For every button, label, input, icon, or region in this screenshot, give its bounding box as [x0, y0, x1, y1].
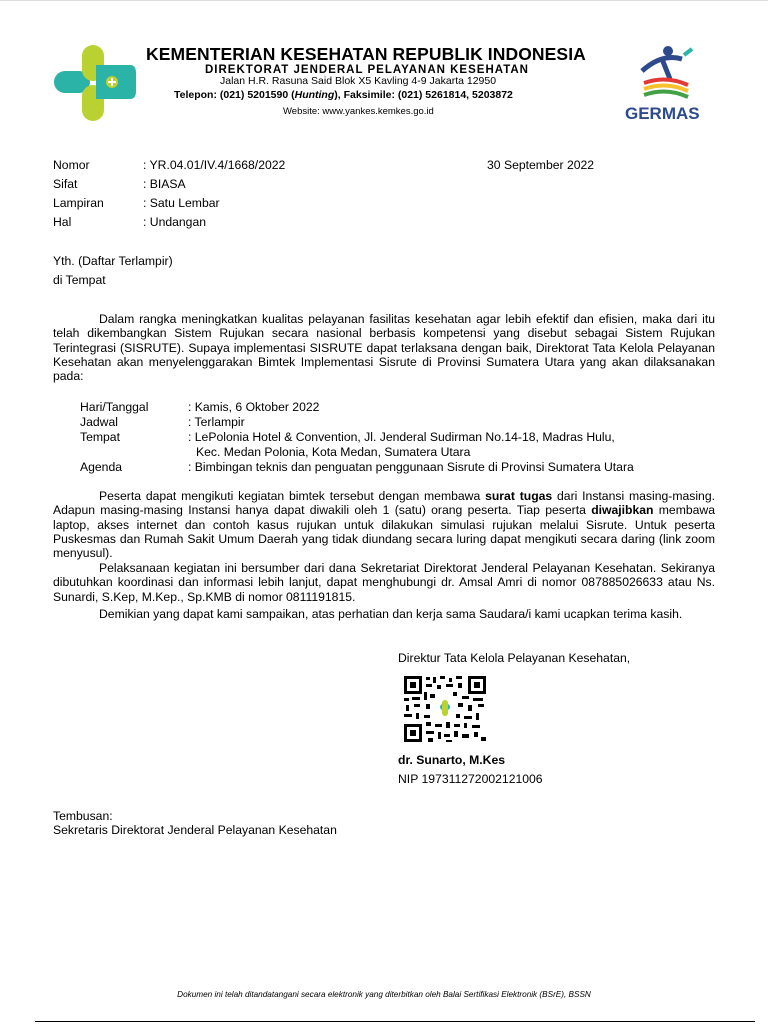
jadwal-label: Jadwal [80, 415, 118, 429]
tembusan-label: Tembusan: [53, 809, 113, 823]
paragraph-4-text: Demikian yang dapat kami sampaikan, atas perhatian dan kerja sama Saudara/i kami ucapkan terima kasih. [99, 607, 683, 621]
jadwal-value: : Terlampir [188, 415, 245, 429]
lampiran-label: Lampiran [53, 196, 104, 210]
paragraph-2-part-e: membawa laptop, akses internet dan contoh kasus rujukan untuk dilakukan simulasi rujukan melalui Sisrute. Untuk peserta Puskesmas dan Rumah Sakit Umum Daerah yang tidak diundang secara luring dapat mengikuti secara daring (link zoom menyusul). [53, 503, 716, 561]
germas-logo-icon [622, 45, 708, 107]
recipient-line1: Yth. (Daftar Terlampir) [53, 254, 173, 268]
sifat-value: : BIASA [143, 177, 186, 191]
letterhead-phone [174, 89, 513, 101]
signer-nip: NIP 197311272002121006 [398, 772, 543, 786]
kemenkes-logo-icon [52, 43, 138, 123]
paragraph-2-part-c: dari Instansi masing-masing. Adapun masing-masing Instansi hanya dapat diwakili oleh 1 (satu) orang peserta. Tiap peserta [53, 489, 715, 518]
e-signature-footer: Dokumen ini telah ditandatangani secara elektronik yang diterbitkan oleh Balai Sertifikasi Elektronik (BSrE), BSSN [177, 990, 591, 999]
nomor-value: : YR.04.01/IV.4/1668/2022 [143, 158, 286, 172]
phone-hunting: Hunting [294, 89, 335, 101]
bottom-divider [35, 1021, 755, 1022]
letterhead-address: Jalan H.R. Rasuna Said Blok X5 Kavling 4-9 Jakarta 12950 [220, 75, 497, 87]
germas-label: GERMAS [625, 104, 700, 123]
agenda-label: Agenda [80, 460, 123, 474]
tempat-value-2: Kec. Medan Polonia, Kota Medan, Sumatera Utara [196, 445, 471, 459]
agenda-value: : Bimbingan teknis dan penguatan penggunaan Sisrute di Provinsi Sumatera Utara [188, 460, 634, 474]
tembusan-value: Sekretaris Direktorat Jenderal Pelayanan Kesehatan [53, 823, 337, 837]
letterhead-website: Website: www.yankes.kemkes.go.id [283, 106, 434, 117]
nomor-label: Nomor [53, 158, 90, 172]
paragraph-3-text: Pelaksanaan kegiatan ini bersumber dari dana Sekretariat Direktorat Jenderal Pelayanan Kesehatan. Sekiranya dibutuhkan koordinasi dan informasi lebih lanjut, dapat menghubungi dr. Amsal Amri di nomor 087885026633 atau Ns. Sunardi, S.Kep, M.Kep., Sp.KMB di nomor 0811191815. [53, 561, 715, 604]
directorate-name: DIREKTORAT JENDERAL PELAYANAN KESEHATAN [205, 64, 529, 74]
hari-label: Hari/Tanggal [80, 400, 149, 414]
ministry-name: KEMENTERIAN KESEHATAN REPUBLIK INDONESIA [146, 44, 586, 64]
signer-name: dr. Sunarto, M.Kes [398, 753, 505, 767]
phone-label: Telepon: (021) 5201590 ( [174, 89, 295, 101]
body-paragraph-4 [53, 607, 715, 621]
letter-date: 30 September 2022 [487, 158, 595, 172]
body-paragraph-1 [53, 312, 715, 383]
body-paragraph-2 [53, 489, 715, 560]
recipient-line2: di Tempat [53, 273, 106, 287]
qr-code-signature-icon [402, 674, 488, 744]
sifat-label: Sifat [53, 177, 78, 191]
body-paragraph-3 [53, 561, 715, 604]
letterhead [0, 0, 768, 155]
surat-tugas-emphasis: surat tugas [485, 489, 553, 503]
lampiran-value: : Satu Lembar [143, 196, 220, 210]
hal-value: : Undangan [143, 215, 207, 229]
paragraph-1-text: Dalam rangka meningkatkan kualitas pelayanan fasilitas kesehatan agar lebih efektif dan efisien, maka dari itu telah dikembangkan Sistem Rujukan secara nasional berbasis kompetensi yang disebut sebagai Sistem Rujukan Terintegrasi (SISRUTE). Supaya implementasi SISRUTE dapat terlaksana dengan baik, Direktorat Tata Kelola Pelayanan Kesehatan akan menyelenggarakan Bimtek Implementasi Sisrute di Provinsi Sumatera Utara yang akan dilaksanakan pada: [53, 312, 715, 384]
tempat-value-1: : LePolonia Hotel & Convention, Jl. Jenderal Sudirman No.14-18, Madras Hulu, [188, 430, 615, 444]
hal-label: Hal [53, 215, 72, 229]
paragraph-2-part-a: Peserta dapat mengikuti kegiatan bimtek tersebut dengan membawa [99, 489, 486, 503]
tempat-label: Tempat [80, 430, 120, 444]
signature-title: Direktur Tata Kelola Pelayanan Kesehatan, [398, 651, 631, 665]
diwajibkan-emphasis: diwajibkan [591, 503, 654, 518]
phone-fax: ), Faksimile: (021) 5261814, 5203872 [334, 89, 513, 101]
hari-value: : Kamis, 6 Oktober 2022 [188, 400, 320, 414]
